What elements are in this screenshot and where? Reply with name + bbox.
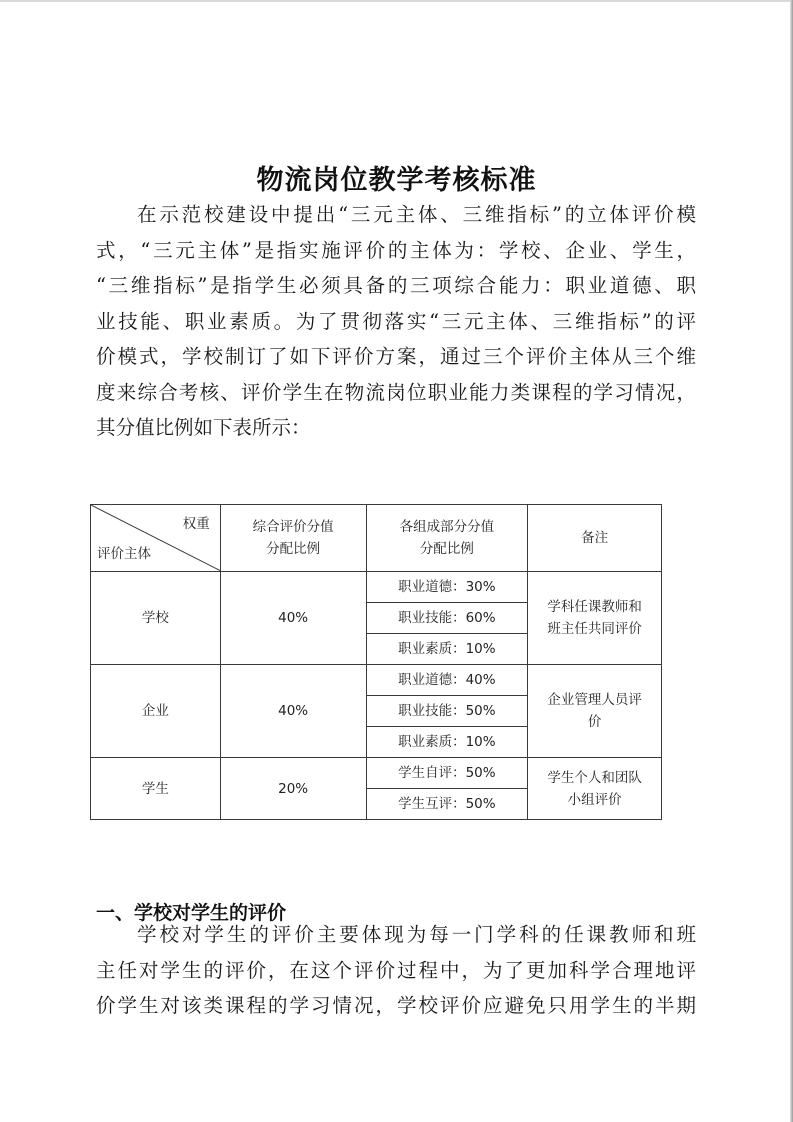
note-cell [528, 572, 662, 665]
header-notes: 备注 [528, 505, 662, 572]
subject-cell: 学校 [91, 572, 221, 665]
intro-line: 式，“三元主体”是指实施评价的主体为：学校、企业、学生， [96, 238, 696, 262]
table-header-row [91, 505, 662, 572]
intro-line: 度来综合考核、评价学生在物流岗位职业能力类课程的学习情况， [96, 380, 696, 404]
part-cell: 职业道德：30% [366, 572, 528, 603]
header-text: 分配比例 [266, 541, 321, 557]
header-text: 分配比例 [419, 541, 474, 557]
section-paragraph [96, 917, 696, 1024]
header-text: 综合评价分值 [252, 519, 334, 535]
header-overall-ratio [220, 505, 366, 572]
note-cell [528, 665, 662, 758]
table-row [91, 758, 662, 789]
part-cell: 学生互评：50% [366, 789, 528, 820]
intro-line: 业技能、职业素质。为了贯彻落实“三元主体、三维指标”的评 [96, 309, 696, 333]
part-cell: 职业素质：10% [366, 634, 528, 665]
part-cell: 职业素质：10% [366, 727, 528, 758]
scan-edge-top [0, 0, 793, 2]
note-cell [528, 758, 662, 820]
part-cell: 职业道德：40% [366, 665, 528, 696]
intro-paragraph [96, 197, 696, 446]
weight-cell: 20% [220, 758, 366, 820]
section-line: 价学生对该类课程的学习情况，学校评价应避免只用学生的半期 [96, 994, 696, 1017]
intro-line: “三维指标”是指学生必须具备的三项综合能力：职业道德、职 [96, 274, 696, 297]
note-text: 班主任共同评价 [547, 621, 642, 637]
note-text: 价 [587, 714, 602, 730]
diagonal-corner-cell [91, 505, 221, 572]
part-cell: 学生自评：50% [366, 758, 528, 789]
evaluation-table [90, 504, 662, 820]
weight-cell: 40% [220, 572, 366, 665]
intro-line: 其分值比例如下表所示： [96, 416, 311, 439]
table-row [91, 665, 662, 696]
corner-label-weight: 权重 [182, 516, 210, 532]
note-text: 学科任课教师和 [547, 599, 642, 615]
part-cell: 职业技能：50% [366, 696, 528, 727]
header-text: 各组成部分分值 [399, 519, 495, 535]
document-title: 物流岗位教学考核标准 [256, 165, 537, 197]
note-text: 学生个人和团队 [547, 769, 642, 786]
part-cell: 职业技能：60% [366, 603, 528, 634]
section-heading: 一、学校对学生的评价 [96, 901, 287, 924]
corner-label-subject: 评价主体 [97, 546, 151, 562]
section-line: 学校对学生的评价主要体现为每一门学科的任课教师和班 [137, 923, 696, 946]
subject-cell: 企业 [91, 665, 221, 758]
section-line: 主任对学生的评价，在这个评价过程中，为了更加科学合理地评 [96, 958, 696, 982]
subject-cell: 学生 [91, 758, 221, 820]
intro-line: 价模式，学校制订了如下评价方案，通过三个评价主体从三个维 [96, 345, 696, 368]
weight-cell: 40% [220, 665, 366, 758]
note-text: 企业管理人员评 [547, 692, 642, 708]
note-text: 小组评价 [567, 791, 622, 808]
header-component-ratio [366, 505, 528, 572]
table-row [91, 572, 662, 603]
intro-line: 在示范校建设中提出“三元主体、三维指标”的立体评价模 [137, 203, 696, 226]
